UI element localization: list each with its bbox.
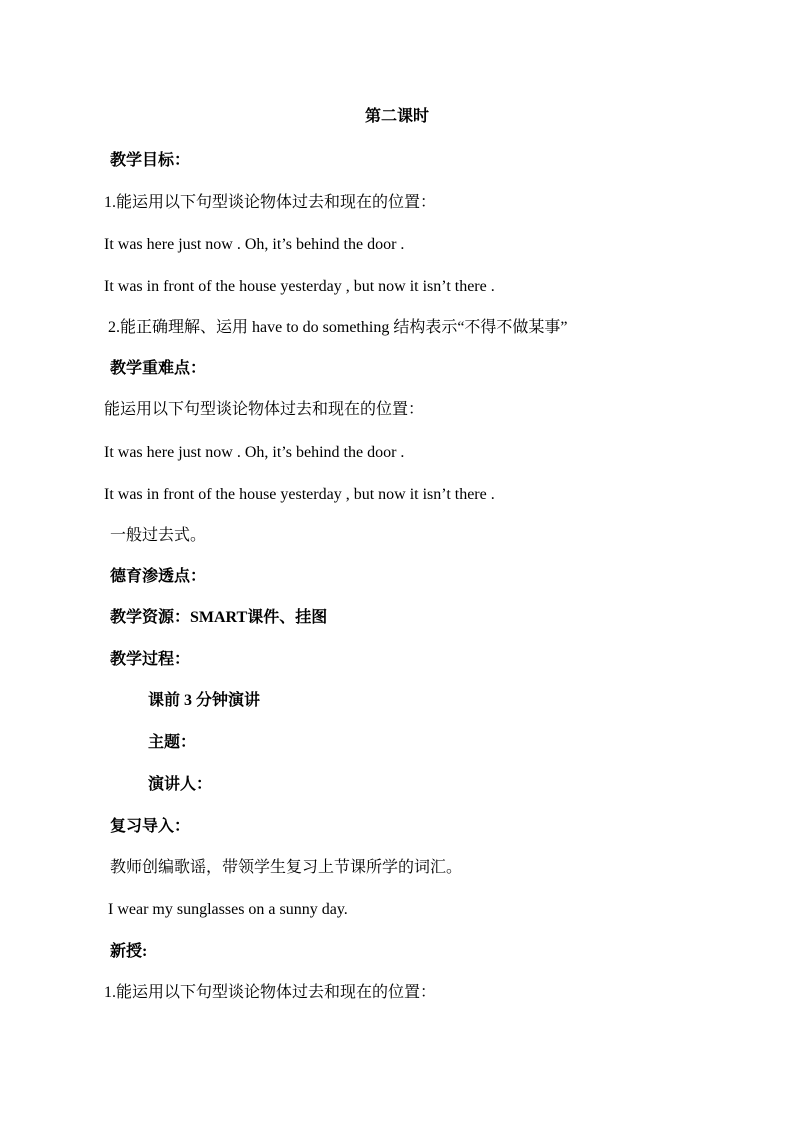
process-heading: 教学过程： [110, 651, 191, 668]
objective-2: 2.能正确理解、运用 have to do something 结构表示“不得不做某事” [108, 319, 568, 336]
speech-speaker: 演讲人： [148, 776, 213, 793]
speech-topic: 主题： [148, 734, 197, 751]
key-sentence-a: It was here just now . Oh, it’s behind the door . [104, 444, 405, 461]
example-sentence-a: It was here just now . Oh, it’s behind the door . [104, 236, 405, 253]
example-sentence-b: It was in front of the house yesterday , but now it isn’t there . [104, 278, 495, 295]
review-heading: 复习导入： [110, 818, 191, 835]
key-point-2: 一般过去式。 [110, 527, 207, 544]
speech-heading: 课前 3 分钟演讲 [148, 692, 261, 709]
review-sentence: I wear my sunglasses on a sunny day. [108, 901, 348, 918]
key-point-1: 能运用以下句型谈论物体过去和现在的位置： [104, 401, 425, 418]
new-heading: 新授: [110, 943, 148, 960]
key-sentence-b: It was in front of the house yesterday , but now it isn’t there . [104, 486, 495, 503]
key-points-heading: 教学重难点： [110, 360, 207, 377]
objectives-heading: 教学目标： [110, 152, 191, 169]
new-point-1: 1.能运用以下句型谈论物体过去和现在的位置： [104, 984, 437, 1001]
page-title: 第二课时 [364, 108, 429, 125]
moral-heading: 德育渗透点： [110, 568, 207, 585]
review-text: 教师创编歌谣，带领学生复习上节课所学的词汇。 [110, 859, 463, 876]
resources-line: 教学资源：SMART课件、挂图 [110, 609, 328, 626]
objective-1: 1.能运用以下句型谈论物体过去和现在的位置： [104, 194, 437, 211]
